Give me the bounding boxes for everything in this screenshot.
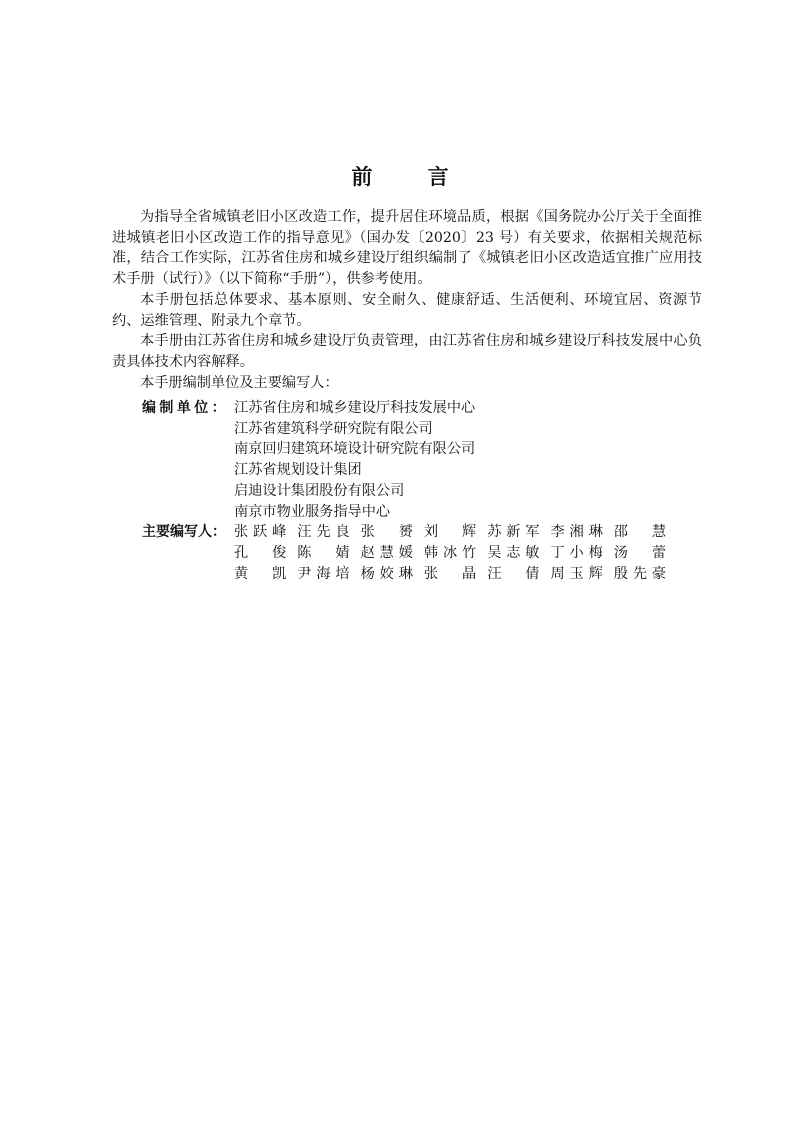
unit-item: 南京回归建筑环境设计研究院有限公司 bbox=[234, 441, 476, 458]
paragraph-credits-intro: 本手册编制单位及主要编写人： bbox=[140, 374, 339, 391]
authors-line bbox=[234, 564, 702, 585]
authors-label: 主要编写人： bbox=[142, 524, 226, 541]
unit-item: 启迪设计集团股份有限公司 bbox=[234, 482, 405, 499]
author-name: 孔 俊 bbox=[234, 544, 287, 561]
author-name: 周玉辉 bbox=[550, 565, 603, 582]
unit-item: 南京市物业服务指导中心 bbox=[234, 503, 391, 520]
author-name: 张 赟 bbox=[360, 524, 413, 541]
author-name: 黄 凯 bbox=[234, 565, 287, 582]
author-name: 汪 倩 bbox=[487, 565, 540, 582]
author-name: 苏新军 bbox=[487, 524, 540, 541]
author-name: 韩冰竹 bbox=[423, 544, 477, 561]
author-name: 殷先豪 bbox=[613, 565, 667, 582]
credits-section bbox=[142, 398, 702, 584]
author-name: 张跃峰 bbox=[234, 524, 287, 541]
paragraph-chapters: 本手册包括总体要求、基本原则、安全耐久、健康舒适、生活便利、环境宜居、资源节约、运维管理、附录九个章节。 bbox=[112, 291, 702, 329]
authors-line bbox=[234, 522, 702, 543]
units-list bbox=[234, 398, 702, 522]
unit-item: 江苏省规划设计集团 bbox=[234, 462, 362, 479]
authors-row bbox=[142, 522, 702, 584]
authors-list bbox=[234, 522, 702, 584]
author-name: 张 晶 bbox=[423, 565, 477, 582]
author-name: 刘 辉 bbox=[423, 524, 477, 541]
author-name: 邵 慧 bbox=[613, 524, 667, 541]
paragraph-purpose: 为指导全省城镇老旧小区改造工作，提升居住环境品质，根据《国务院办公厅关于全面推进城镇老旧小区改造工作的指导意见》（国办发〔2020〕23 号）有关要求，依据相关规范标准，结合工作实际，江苏省住房和城乡建设厅组织编制了《城镇老旧小区改造适宜推广应用技术手册（试行）》（以下简称“手册”），供参考使用。 bbox=[112, 209, 702, 288]
unit-item: 江苏省住房和城乡建设厅科技发展中心 bbox=[234, 400, 476, 416]
page-title: 前 言 bbox=[351, 165, 473, 189]
author-name: 汪先良 bbox=[297, 524, 350, 541]
preface-body bbox=[112, 207, 702, 393]
units-label: 编制单位： bbox=[142, 400, 229, 416]
author-name: 杨姣琳 bbox=[360, 565, 413, 582]
units-row bbox=[142, 398, 702, 522]
authors-line bbox=[234, 543, 702, 564]
author-name: 陈 婧 bbox=[297, 544, 350, 561]
author-name: 赵慧媛 bbox=[360, 544, 413, 561]
author-name: 汤 蕾 bbox=[613, 544, 667, 561]
author-name: 丁小梅 bbox=[550, 544, 603, 561]
author-name: 李湘琳 bbox=[550, 524, 603, 541]
author-name: 尹海培 bbox=[297, 565, 350, 582]
unit-item: 江苏省建筑科学研究院有限公司 bbox=[234, 420, 433, 437]
author-name: 吴志敏 bbox=[487, 544, 540, 561]
paragraph-management: 本手册由江苏省住房和城乡建设厅负责管理，由江苏省住房和城乡建设厅科技发展中心负责具体技术内容解释。 bbox=[112, 333, 702, 370]
